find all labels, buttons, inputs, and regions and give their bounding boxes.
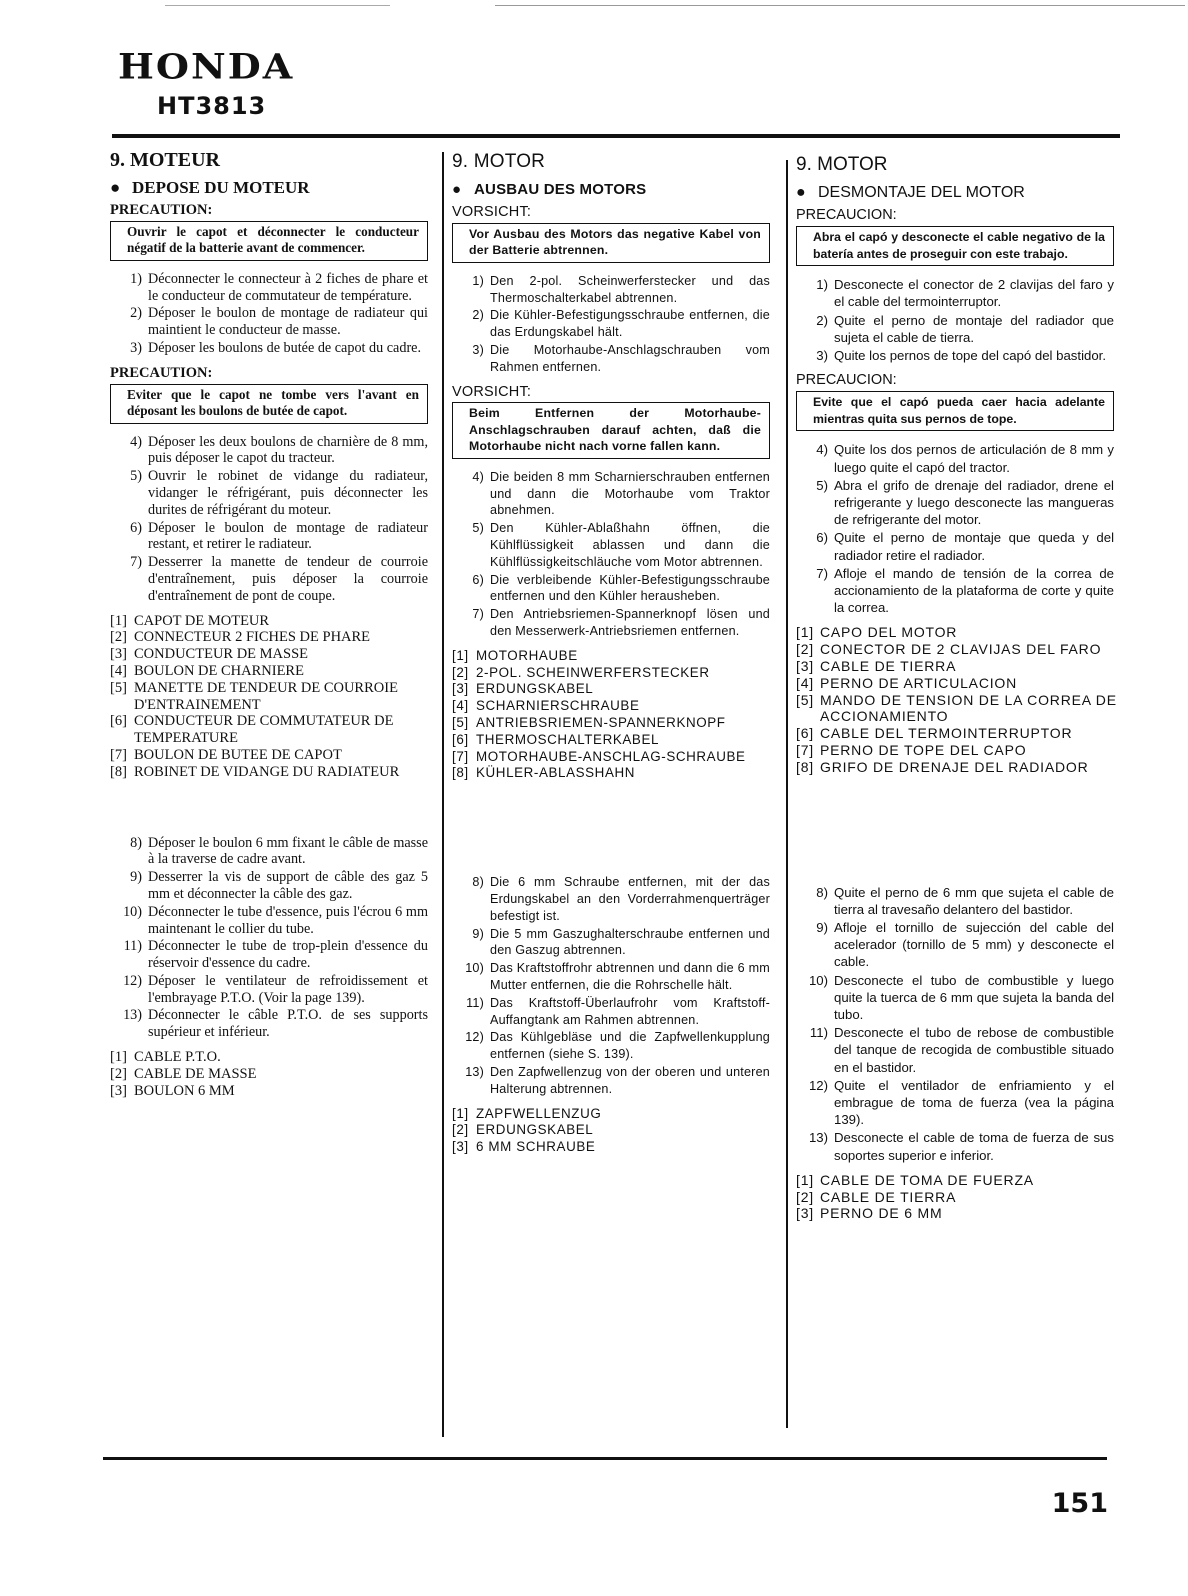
step-item: [452, 874, 774, 924]
step-number: 13): [465, 1064, 484, 1079]
step-number: 11): [123, 938, 142, 955]
step-text: Die 6 mm Schraube entfernen, mit der das Erdungskabel an den Vorderrahmenquerträger befestigt ist.: [490, 875, 770, 923]
step-number: 12): [465, 1030, 484, 1045]
legend-text: BOULON 6 MM: [134, 1082, 235, 1099]
legend-item: [452, 698, 774, 715]
step-item: [796, 884, 1118, 918]
step-text: Den Kühler-Ablaßhahn öffnen, die Kühlflüssigkeit ablassen und dann die Kühlflüssigkeitschläuche vom Motor abtrennen.: [490, 521, 770, 569]
legend-number: [1]: [452, 1105, 469, 1121]
step-item: [110, 869, 432, 903]
legend-number: [2]: [452, 664, 469, 680]
precaution-label: PRECAUTION:: [110, 202, 213, 218]
precaution-box: Ouvrir le capot et déconnecter le conducteur négatif de la batterie avant de commencer.: [110, 221, 428, 261]
step-text: Desconecte el conector de 2 clavijas del faro y el cable del termointerruptor.: [834, 277, 1114, 310]
legend-item: [796, 1189, 1118, 1206]
legend-text: 6 MM SCHRAUBE: [476, 1139, 596, 1155]
legend-text: PERNO DE ARTICULACION: [820, 674, 1018, 691]
legend-item: [796, 624, 1118, 641]
section-title: 9. MOTOR: [452, 151, 546, 172]
step-item: [110, 468, 432, 518]
legend-number: [6]: [110, 713, 127, 730]
step-item: [110, 271, 432, 305]
legend-text: MANETTE DE TENDEUR DE COURROIE D'ENTRAINEMENT: [134, 679, 398, 713]
step-number: 2): [130, 305, 142, 322]
legend-text: MANDO DE TENSION DE LA CORREA DE ACCIONAMIENTO: [820, 691, 1117, 725]
step-text: Den Zapfwellenzug von der oberen und unteren Halterung abtrennen.: [490, 1064, 770, 1096]
step-number: 10): [808, 972, 828, 988]
legend-number: [6]: [452, 731, 469, 747]
legend-number: [7]: [796, 742, 814, 759]
step-item: [110, 1007, 432, 1041]
top-scan-rule-left: [165, 5, 390, 6]
step-item: [452, 572, 774, 606]
step-text: Déconnecter le câble P.T.O. de ses supports supérieur et inférieur.: [148, 1007, 428, 1041]
step-number: 3): [130, 339, 142, 356]
step-text: Afloje el tornillo de sujección del cable del acelerador (tornillo de 5 mm) y desconecte el cable.: [834, 920, 1114, 970]
legend-item: [452, 681, 774, 698]
legend-item: [452, 732, 774, 749]
step-number: 4): [472, 469, 484, 484]
legend-item: [110, 663, 432, 680]
step-number: 2): [816, 312, 828, 328]
legend-number: [1]: [796, 624, 814, 641]
legend-number: [2]: [452, 1122, 469, 1138]
step-item: [110, 520, 432, 554]
step-item: [452, 342, 774, 376]
legend-number: [7]: [110, 746, 127, 763]
step-number: 1): [130, 270, 142, 287]
legend-item: [796, 658, 1118, 675]
legend-item: [452, 765, 774, 782]
step-text: Quite el perno de montaje del radiador que sujeta el cable de tierra.: [834, 312, 1114, 345]
step-number: 13): [123, 1007, 142, 1024]
step-text: Déposer le boulon de montage de radiateur restant, et retirer le radiateur.: [148, 519, 428, 553]
precaution-box: Evite que el capó pueda caer hacia adelante mientras quita sus pernos de tope.: [796, 391, 1114, 431]
step-number: 1): [816, 277, 828, 293]
precaution-label: PRECAUCION:: [796, 207, 897, 223]
legend-item: [796, 692, 1118, 726]
step-text: Quite el ventilador de enfriamiento y el embrague de toma de fuerza (vea la página 139).: [834, 1077, 1114, 1128]
legend-number: [1]: [796, 1171, 814, 1188]
step-item: [110, 904, 432, 938]
step-text: Das Kühlgebläse und die Zapfwellenkupplung entfernen (siehe S. 139).: [490, 1030, 770, 1062]
legend-list: [452, 648, 774, 782]
legend-number: [8]: [452, 765, 469, 781]
step-item: [452, 1029, 774, 1063]
step-number: 5): [130, 468, 142, 485]
column-divider-right: [786, 160, 788, 1428]
legend-item: [110, 680, 432, 714]
figure-gap: [452, 788, 774, 874]
step-item: [796, 529, 1118, 563]
subtitle: ● AUSBAU DES MOTORS: [452, 181, 647, 198]
legend-number: [2]: [110, 629, 127, 646]
legend-text: ROBINET DE VIDANGE DU RADIATEUR: [134, 763, 400, 780]
legend-text: CABLE P.T.O.: [134, 1049, 221, 1066]
legend-item: [796, 759, 1118, 776]
steps-list: [110, 271, 432, 357]
step-text: Déposer le boulon de montage de radiateur qui maintient le conducteur de masse.: [148, 305, 428, 339]
legend-number: [7]: [452, 748, 469, 764]
step-number: 7): [472, 607, 484, 622]
steps-list: [796, 884, 1118, 1164]
legend-item: [110, 1066, 432, 1083]
legend-item: [796, 1205, 1118, 1222]
step-item: [796, 441, 1118, 475]
legend-text: CAPOT DE MOTEUR: [134, 612, 270, 629]
legend-list: [796, 624, 1118, 775]
legend-item: [452, 648, 774, 665]
step-number: 6): [816, 530, 828, 546]
step-text: Desconecte el cable de toma de fuerza de sus soportes superior e inferior.: [834, 1130, 1114, 1163]
precaution-label: PRECAUCION:: [796, 372, 897, 389]
legend-text: CAPO DEL MOTOR: [820, 624, 958, 641]
legend-number: [3]: [110, 646, 127, 663]
step-text: Ouvrir le robinet de vidange du radiateur, vidanger le réfrigérant, puis déconnecter les durites de réfrigérant du moteur.: [148, 468, 428, 518]
step-number: 9): [816, 920, 828, 936]
legend-number: [2]: [796, 1188, 814, 1205]
step-item: [796, 972, 1118, 1024]
legend-number: [5]: [452, 715, 469, 731]
step-item: [452, 960, 774, 994]
step-text: Desserrer la vis de support de câble des gaz 5 mm et déconnecter la câble des gaz.: [148, 869, 428, 902]
legend-number: [3]: [110, 1082, 127, 1099]
precaution-box: Abra el capó y desconecte el cable negativo de la batería antes de proseguir con este trabajo.: [796, 226, 1114, 266]
step-number: 11): [466, 995, 484, 1010]
legend-text: THERMOSCHALTERKABEL: [476, 731, 660, 747]
step-text: Desconecte el tubo de rebose de combustible del tanque de recogida de combustible situado en el bastidor.: [834, 1025, 1114, 1075]
step-text: Déposer les deux boulons de charnière de 8 mm, puis déposer le capot du tracteur.: [148, 433, 428, 467]
legend-item: [110, 629, 432, 646]
legend-text: CONNECTEUR 2 FICHES DE PHARE: [134, 629, 371, 646]
step-number: 5): [472, 521, 484, 536]
step-number: 12): [123, 972, 142, 989]
steps-list: [110, 835, 432, 1042]
legend-item: [110, 646, 432, 663]
legend-item: [110, 1049, 432, 1066]
step-number: 9): [130, 869, 142, 886]
legend-text: MOTORHAUBE: [476, 647, 578, 663]
step-text: Abra el grifo de drenaje del radiador, drene el refrigerante y luego desconecte las mangueras de refrigerante del motor.: [834, 477, 1114, 528]
step-item: [110, 973, 432, 1007]
legend-number: [3]: [796, 658, 814, 675]
legend-item: [110, 1083, 432, 1100]
page-number: 151: [1051, 1488, 1108, 1519]
legend-item: [110, 613, 432, 630]
step-text: Das Kraftstoffrohr abtrennen und dann die 6 mm Mutter entfernen, die die Rohrschelle hält.: [490, 961, 770, 992]
legend-number: [2]: [110, 1065, 127, 1082]
bullet-icon: ●: [796, 184, 806, 201]
legend-text: BOULON DE BUTEE DE CAPOT: [134, 746, 342, 763]
step-item: [452, 469, 774, 519]
subtitle: ● DEPOSE DU MOTEUR: [110, 178, 310, 197]
legend-number: [5]: [110, 679, 127, 696]
legend-text: CONDUCTEUR DE MASSE: [134, 646, 309, 663]
step-text: Déconnecter le tube de trop-plein d'essence du réservoir d'essence du cadre.: [148, 938, 428, 972]
legend-text: CABLE DE TIERRA: [820, 658, 957, 675]
bullet-icon: ●: [452, 181, 462, 198]
step-item: [452, 273, 774, 307]
step-text: Déconnecter le tube d'essence, puis l'écrou 6 mm maintenant le collier du tube.: [148, 903, 428, 937]
step-number: 10): [123, 903, 142, 920]
step-item: [452, 995, 774, 1029]
legend-text: ANTRIEBSRIEMEN-SPANNERKNOPF: [476, 715, 726, 731]
step-number: 11): [809, 1025, 828, 1041]
step-text: Die 5 mm Gaszughalterschraube entfernen und den Gaszug abtrennen.: [490, 926, 770, 958]
step-number: 13): [808, 1130, 828, 1146]
steps-list: [452, 469, 774, 640]
step-text: Den Antriebsriemen-Spannerknopf lösen und den Messerwerk-Antriebsriemen entfernen.: [490, 607, 770, 639]
legend-number: [4]: [110, 662, 127, 679]
legend-number: [3]: [796, 1205, 814, 1222]
legend-number: [4]: [452, 698, 469, 714]
step-number: 2): [472, 308, 484, 323]
legend-item: [796, 641, 1118, 658]
step-number: 12): [808, 1077, 828, 1093]
legend-list: [796, 1172, 1118, 1222]
step-number: 10): [465, 961, 484, 976]
step-text: Die Motorhaube-Anschlagschrauben vom Rahmen entfernen.: [490, 342, 770, 374]
legend-text: SCHARNIERSCHRAUBE: [476, 698, 640, 714]
legend-number: [6]: [796, 725, 814, 742]
legend-text: ERDUNGSKABEL: [476, 1122, 594, 1138]
step-number: 8): [816, 884, 828, 900]
step-text: Desconecte el tubo de combustible y luego quite la tuerca de 6 mm que sujeta la banda del tubo.: [834, 972, 1114, 1023]
step-item: [796, 1077, 1118, 1129]
step-item: [452, 1064, 774, 1098]
column-french: [110, 148, 432, 1105]
legend-text: PERNO DE TOPE DEL CAPO: [820, 742, 1027, 759]
legend-number: [3]: [452, 681, 469, 697]
model-number: HT3813: [157, 92, 267, 120]
step-item: [452, 926, 774, 960]
legend-number: [1]: [110, 1049, 127, 1066]
precaution-box: Beim Entfernen der Motorhaube-Anschlagschrauben darauf achten, daß die Motorhaube nicht nach vorne fallen kann.: [452, 402, 770, 459]
precaution-label: PRECAUTION:: [110, 364, 213, 381]
step-text: Die beiden 8 mm Scharnierschrauben entfernen und dann die Motorhaube vom Traktor abnehmen.: [490, 469, 770, 518]
figure-gap: [110, 787, 432, 835]
step-number: 7): [816, 565, 828, 581]
legend-text: 2-POL. SCHEINWERFERSTECKER: [476, 664, 710, 680]
step-item: [796, 276, 1118, 310]
precaution-label: VORSICHT:: [452, 204, 532, 220]
legend-item: [452, 715, 774, 732]
legend-item: [110, 713, 432, 747]
step-item: [796, 1129, 1118, 1163]
steps-list: [796, 276, 1118, 364]
step-item: [110, 434, 432, 468]
legend-text: ZAPFWELLENZUG: [476, 1105, 602, 1121]
step-text: Quite el perno de montaje que queda y del radiador retire el radiador.: [834, 530, 1114, 563]
step-number: 7): [130, 554, 142, 571]
step-number: 4): [130, 433, 142, 450]
legend-text: CABLE DE TOMA DE FUERZA: [820, 1171, 1034, 1188]
steps-list: [110, 434, 432, 605]
legend-item: [452, 1139, 774, 1156]
brand-logo: HONDA: [118, 46, 295, 87]
step-item: [796, 919, 1118, 971]
step-item: [110, 554, 432, 604]
column-divider-left: [442, 152, 444, 1437]
legend-number: [1]: [452, 647, 469, 663]
legend-text: KÜHLER-ABLASSHAHN: [476, 765, 636, 781]
column-german: [452, 150, 774, 1162]
step-item: [452, 606, 774, 640]
step-text: Déconnecter le connecteur à 2 fiches de phare et le conducteur de commutateur de température.: [148, 270, 428, 304]
steps-list: [452, 273, 774, 376]
step-item: [796, 477, 1118, 529]
section-title: 9. MOTEUR: [110, 149, 220, 171]
legend-list: [110, 613, 432, 781]
subtitle: ● DESMONTAJE DEL MOTOR: [796, 184, 1025, 201]
step-number: 3): [816, 348, 828, 364]
legend-number: [1]: [110, 612, 127, 629]
step-text: Die verbleibende Kühler-Befestigungsschraube entfernen und den Kühler herausheben.: [490, 572, 770, 604]
bullet-icon: ●: [110, 178, 121, 197]
step-item: [796, 1024, 1118, 1076]
step-text: Quite los dos pernos de articulación de 8 mm y luego quite el capó del tractor.: [834, 442, 1114, 475]
footer-rule: [103, 1457, 1107, 1460]
step-item: [110, 340, 432, 357]
step-text: Das Kraftstoff-Überlaufrohr vom Kraftstoff-Auffangtank am Rahmen abtrennen.: [490, 995, 770, 1027]
step-number: 9): [472, 926, 484, 941]
legend-list: [110, 1049, 432, 1099]
precaution-box: Eviter que le capot ne tombe vers l'avant en déposant les boulons de butée de capot.: [110, 384, 428, 424]
legend-text: BOULON DE CHARNIERE: [134, 662, 304, 679]
step-text: Déposer les boulons de butée de capot du cadre.: [148, 339, 422, 356]
legend-item: [110, 747, 432, 764]
step-text: Afloje el mando de tensión de la correa de accionamiento de la plataforma de corte y quite la correa.: [834, 565, 1114, 616]
step-number: 6): [472, 572, 484, 587]
step-text: Desserrer la manette de tendeur de courroie d'entraînement, puis déposer la courroie d'entraînement de pont de coupe.: [148, 554, 428, 604]
legend-number: [3]: [452, 1139, 469, 1155]
step-number: 1): [472, 273, 484, 288]
legend-text: MOTORHAUBE-ANSCHLAG-SCHRAUBE: [476, 748, 746, 764]
legend-text: CONDUCTEUR DE COMMUTATEUR DE TEMPERATURE: [134, 713, 394, 747]
legend-text: ERDUNGSKABEL: [476, 681, 594, 697]
legend-item: [452, 1106, 774, 1123]
legend-number: [8]: [110, 763, 127, 780]
legend-item: [796, 742, 1118, 759]
steps-list: [452, 874, 774, 1097]
step-number: 3): [472, 342, 484, 357]
step-item: [796, 565, 1118, 617]
step-number: 8): [130, 834, 142, 851]
legend-item: [110, 764, 432, 781]
step-item: [796, 347, 1118, 364]
legend-list: [452, 1106, 774, 1156]
legend-text: CONECTOR DE 2 CLAVIJAS DEL FARO: [820, 641, 1102, 658]
legend-item: [452, 1122, 774, 1139]
column-spanish: [796, 153, 1118, 1228]
legend-text: GRIFO DE DRENAJE DEL RADIADOR: [820, 758, 1089, 775]
step-text: Déposer le ventilateur de refroidissement et l'embrayage P.T.O. (Voir la page 139).: [148, 972, 428, 1006]
section-title: 9. MOTOR: [796, 154, 888, 175]
legend-item: [452, 749, 774, 766]
legend-item: [452, 665, 774, 682]
legend-number: [4]: [796, 674, 814, 691]
legend-number: [5]: [796, 691, 814, 708]
step-item: [796, 312, 1118, 346]
legend-text: CABLE DE MASSE: [134, 1065, 257, 1082]
step-item: [452, 520, 774, 570]
step-text: Déposer le boulon 6 mm fixant le câble de masse à la traverse de cadre avant.: [148, 834, 428, 868]
legend-item: [796, 1172, 1118, 1189]
legend-number: [8]: [796, 758, 814, 775]
legend-item: [796, 675, 1118, 692]
header-rule: [112, 134, 1120, 138]
legend-item: [796, 725, 1118, 742]
step-text: Den 2-pol. Scheinwerferstecker und das Thermoschalterkabel abtrennen.: [490, 273, 770, 305]
legend-text: PERNO DE 6 MM: [820, 1205, 943, 1222]
step-item: [110, 938, 432, 972]
step-item: [110, 835, 432, 869]
step-number: 8): [472, 875, 484, 890]
legend-number: [2]: [796, 641, 814, 658]
step-text: Die Kühler-Befestigungsschraube entfernen, die das Erdungskabel hält.: [490, 308, 770, 340]
step-item: [452, 307, 774, 341]
top-scan-rule-right: [495, 5, 1185, 6]
figure-gap: [796, 782, 1118, 884]
step-number: 4): [816, 442, 828, 458]
step-text: Quite el perno de 6 mm que sujeta el cable de tierra al travesaño delantero del bastidor.: [834, 884, 1114, 917]
precaution-box: Vor Ausbau des Motors das negative Kabel von der Batterie abtrennen.: [452, 223, 770, 263]
step-number: 6): [130, 519, 142, 536]
step-number: 5): [816, 477, 828, 493]
step-item: [110, 305, 432, 339]
step-text: Quite los pernos de tope del capó del bastidor.: [834, 348, 1106, 364]
precaution-label: VORSICHT:: [452, 383, 532, 400]
steps-list: [796, 441, 1118, 616]
legend-text: CABLE DEL TERMOINTERRUPTOR: [820, 725, 1073, 742]
legend-text: CABLE DE TIERRA: [820, 1188, 957, 1205]
